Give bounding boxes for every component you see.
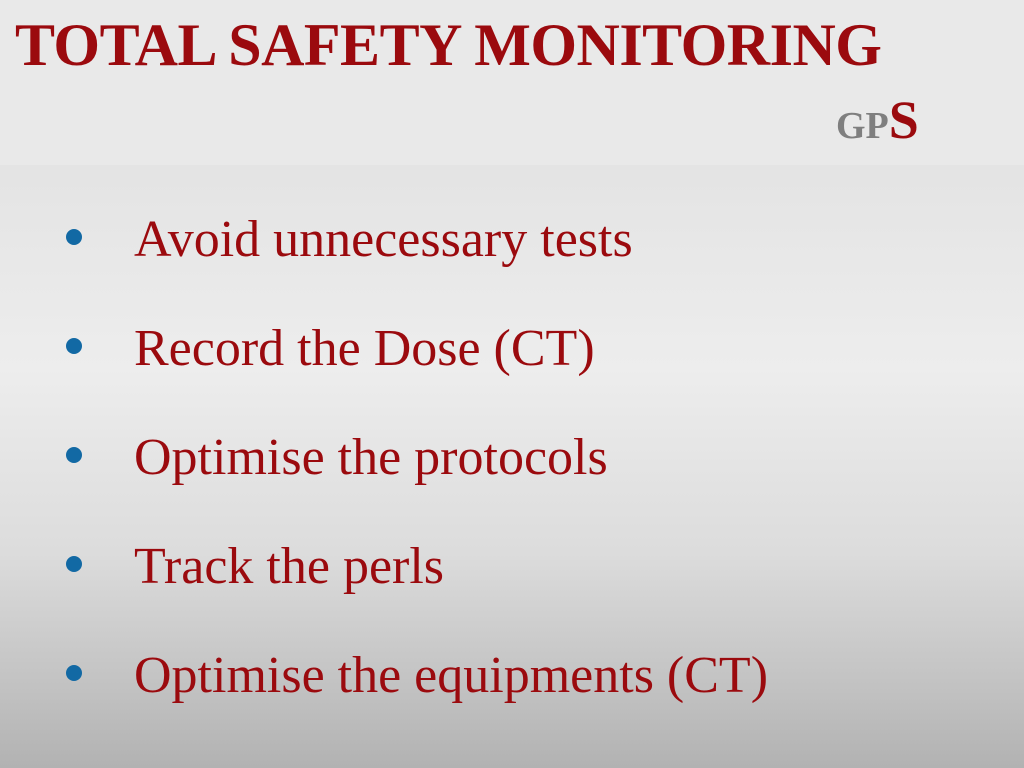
gps-logo	[836, 88, 919, 166]
slide-title: TOTAL SAFETY MONITORING	[15, 12, 882, 78]
bullet-text: Optimise the equipments (CT)	[134, 647, 769, 704]
bullet-dot-icon	[66, 229, 82, 245]
bullet-text: Record the Dose (CT)	[134, 320, 595, 377]
gps-logo-gp: GP	[836, 105, 889, 147]
bullet-dot-icon	[66, 665, 82, 681]
bullet-text: Optimise the protocols	[134, 429, 608, 486]
gps-logo-s: S	[888, 90, 919, 150]
bullet-text: Avoid unnecessary tests	[134, 211, 633, 268]
bullet-text: Track the perls	[134, 538, 445, 595]
bullet-dot-icon	[66, 338, 82, 354]
bullet-dot-icon	[66, 556, 82, 572]
bullet-dot-icon	[66, 447, 82, 463]
slide-header	[0, 0, 1024, 165]
